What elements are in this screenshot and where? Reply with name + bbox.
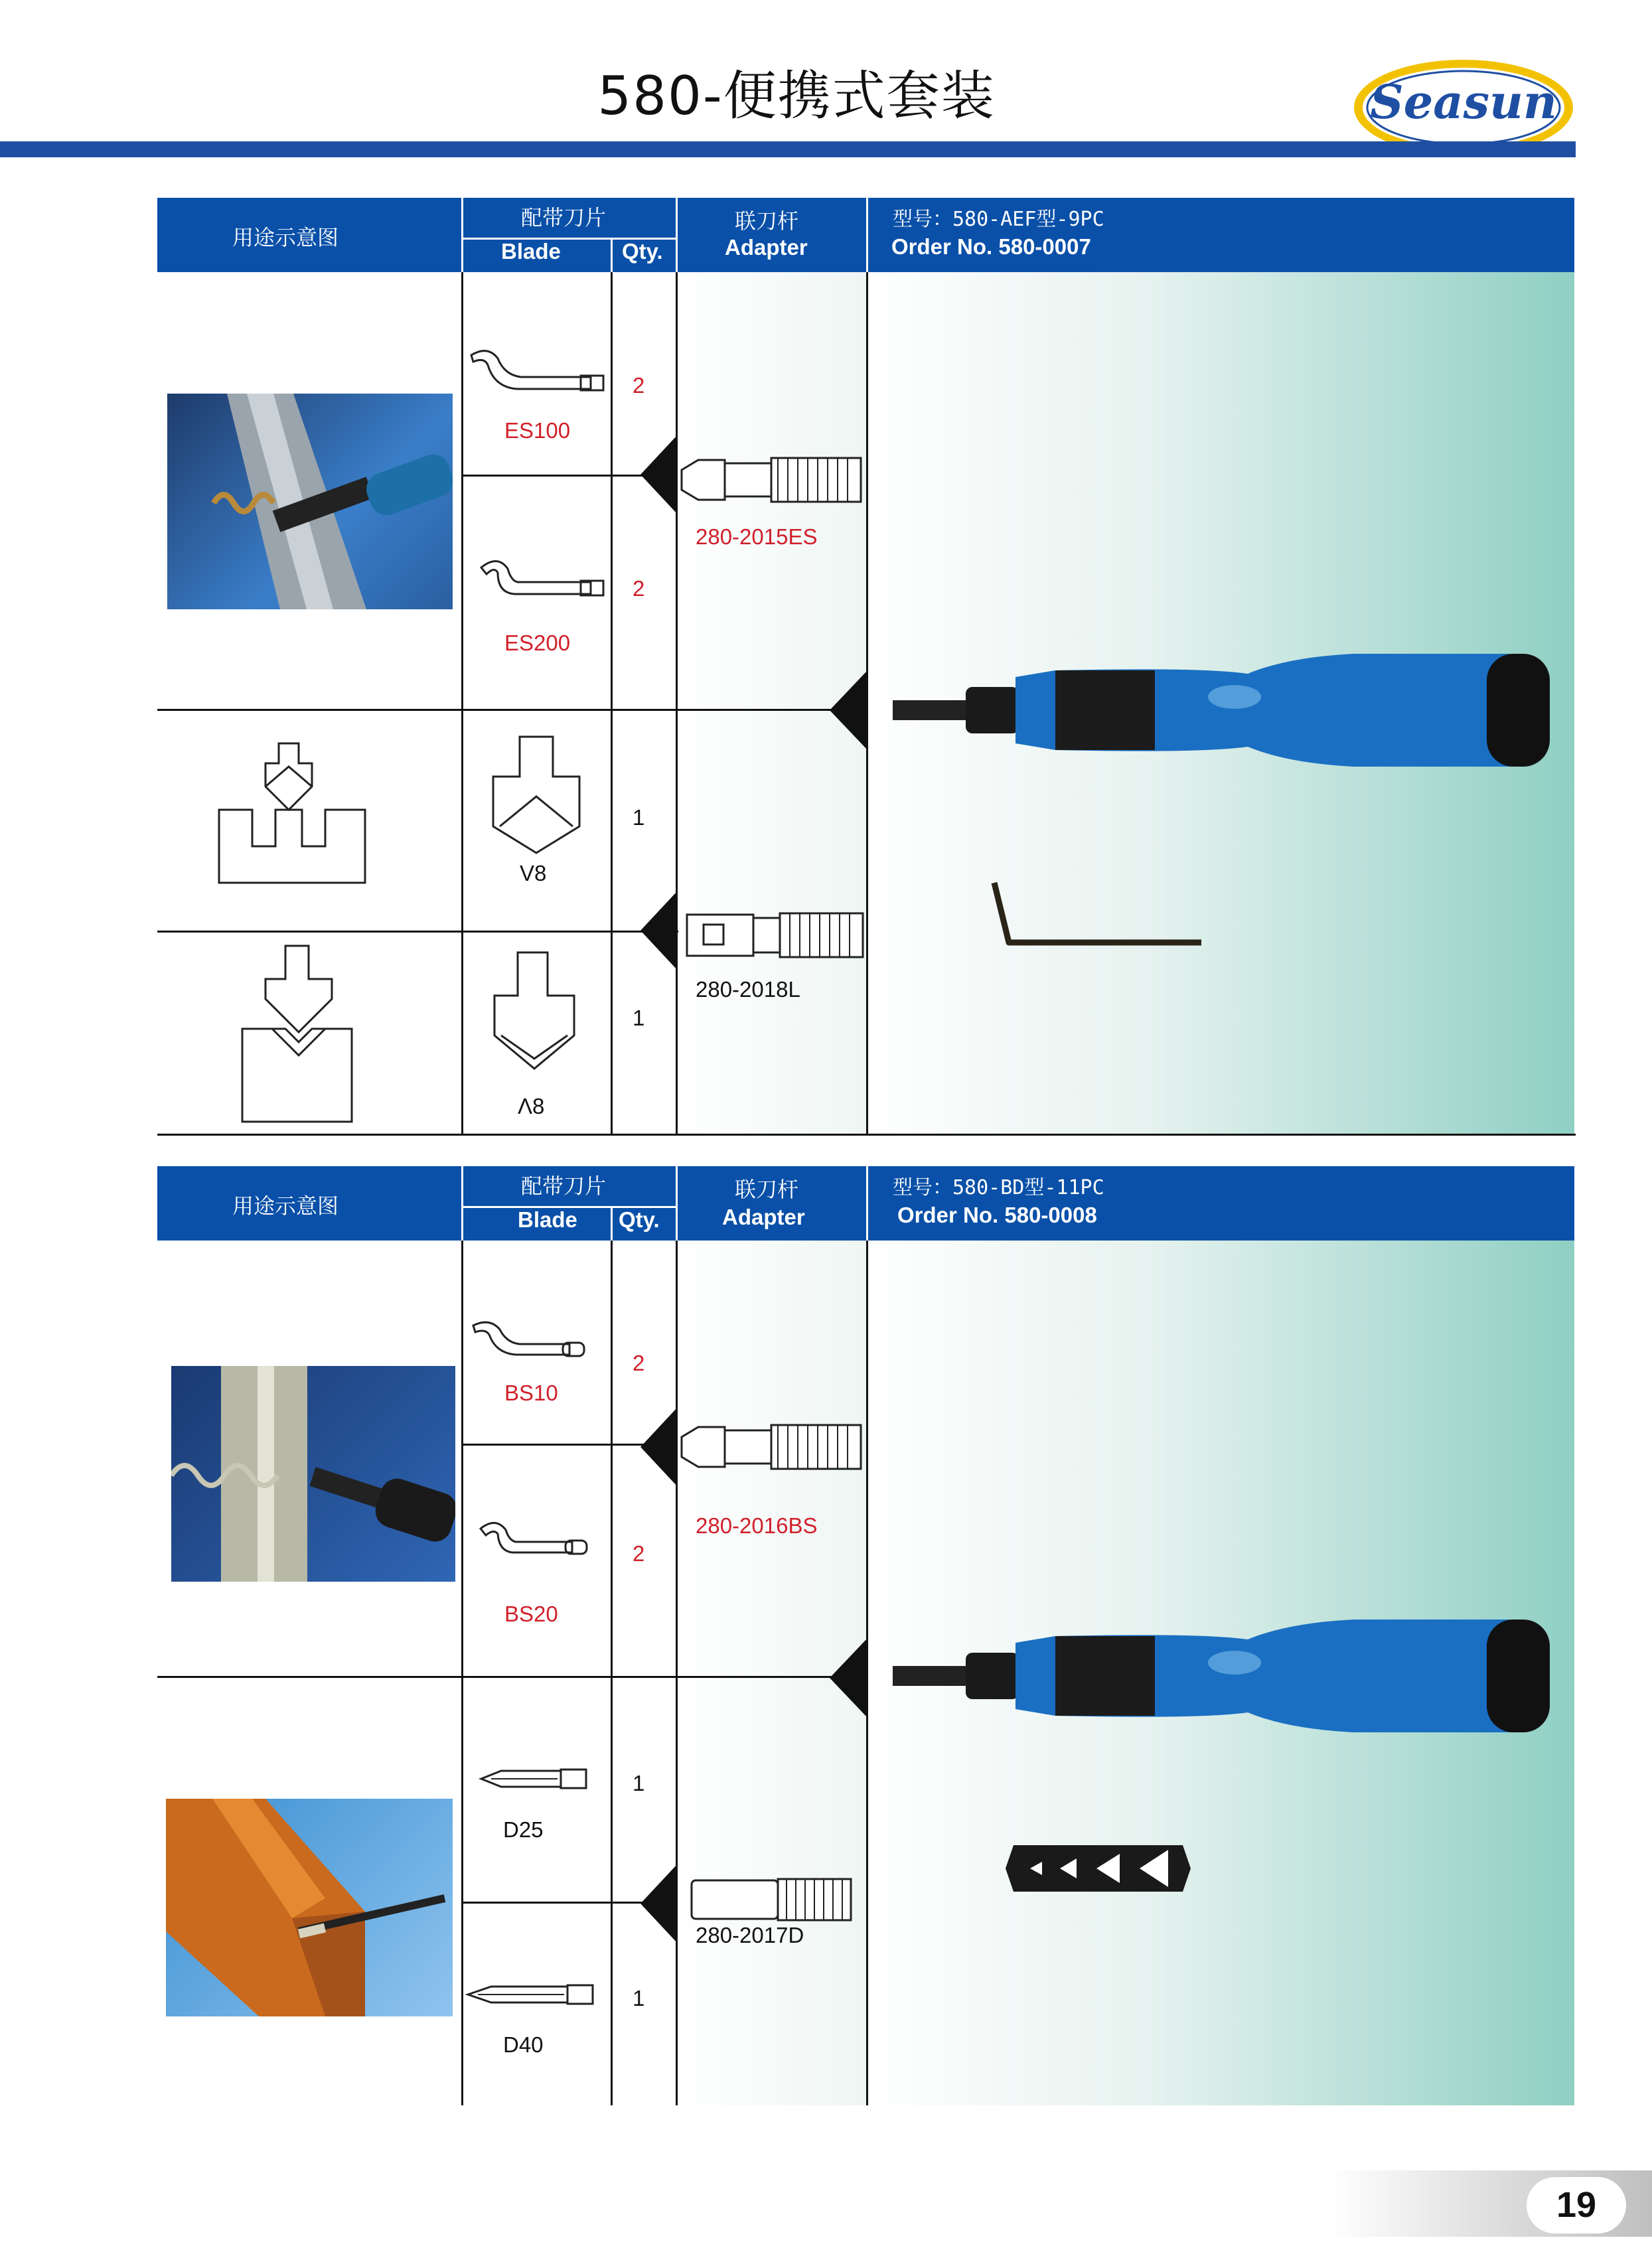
adapter-280-2017d-icon (688, 1877, 854, 1922)
adapter-label: 280-2016BS (696, 1513, 818, 1538)
header-qty: Qty. (619, 1207, 660, 1232)
blade-d40-icon (465, 1981, 597, 2008)
top-rule (0, 141, 1576, 157)
header-blade-en: Blade (518, 1207, 577, 1232)
adapter-label: 280-2018L (696, 977, 800, 1002)
logo-text: Seasun (1370, 74, 1557, 129)
blade-label: BS20 (504, 1602, 558, 1626)
blade-label: D25 (503, 1817, 544, 1842)
usage-v-groove-diagram (212, 740, 372, 886)
qty-value: 2 (633, 1541, 645, 1566)
header-blade-cn: 配带刀片 (521, 205, 607, 230)
header-usage: 用途示意图 (232, 1193, 339, 1219)
blade-label: D40 (503, 2032, 544, 2057)
header-adapter-cn: 联刀杆 (735, 208, 799, 234)
qty-value: 1 (633, 1006, 645, 1030)
header-adapter-en: Adapter (722, 1205, 805, 1229)
header-blade-cn: 配带刀片 (521, 1173, 607, 1199)
adapter-280-2015es-icon (678, 457, 864, 503)
blade-label: Λ8 (518, 1094, 545, 1118)
pointer-icon (640, 435, 678, 514)
usage-photo-profile-deburring (171, 1366, 455, 1582)
qty-value: 2 (633, 1351, 645, 1375)
adapter-label: 280-2017D (696, 1923, 804, 1947)
blade-es200-icon (468, 554, 607, 607)
header-blade-en: Blade (501, 239, 561, 264)
header-adapter-cn: 联刀杆 (735, 1177, 799, 1202)
pointer-icon (640, 891, 678, 970)
blade-label: BS10 (504, 1381, 558, 1405)
blade-label: ES200 (504, 631, 571, 655)
qty-value: 2 (633, 373, 645, 398)
pointer-icon (830, 1638, 867, 1718)
page-title: 580-便携式套装 (597, 65, 996, 127)
deburring-handle-image (889, 1616, 1553, 1736)
pointer-icon (830, 670, 867, 750)
header-qty: Qty. (622, 239, 663, 264)
header-order-no: Order No. 580-0007 (891, 234, 1091, 259)
pointer-icon (640, 1407, 678, 1487)
pointer-icon (640, 1864, 678, 1943)
header-model: 型号：580-AEF型-9PC (893, 208, 1104, 231)
blade-label: V8 (520, 861, 547, 885)
triangle-gauge-image (1004, 1842, 1193, 1895)
blade-v8-icon (490, 733, 583, 856)
qty-value: 1 (633, 1986, 645, 2010)
header-model: 型号：580-BD型-11PC (893, 1176, 1104, 1199)
usage-photo-pipe-deburring (167, 394, 453, 609)
qty-value: 2 (633, 576, 645, 601)
blade-es100-icon (468, 345, 607, 398)
qty-value: 1 (633, 1771, 645, 1795)
usage-photo-edge-deburring (166, 1799, 453, 2016)
blade-label: ES100 (504, 418, 571, 443)
deburring-handle-image (889, 650, 1553, 770)
adapter-label: 280-2015ES (696, 524, 818, 549)
header-usage: 用途示意图 (232, 225, 339, 250)
blade-lambda8-icon (491, 949, 577, 1072)
header-order-no: Order No. 580-0008 (897, 1203, 1097, 1227)
adapter-280-2016bs-icon (678, 1424, 864, 1470)
header-adapter-en: Adapter (725, 235, 808, 260)
blade-d25-icon (478, 1766, 591, 1792)
adapter-280-2018l-icon (684, 911, 866, 959)
hex-key-image (989, 879, 1208, 952)
usage-lambda-groove-diagram (239, 943, 358, 1125)
qty-value: 1 (633, 805, 645, 830)
page-number: 19 (1527, 2177, 1626, 2233)
blade-bs10-icon (470, 1318, 589, 1364)
blade-bs20-icon (473, 1517, 592, 1563)
